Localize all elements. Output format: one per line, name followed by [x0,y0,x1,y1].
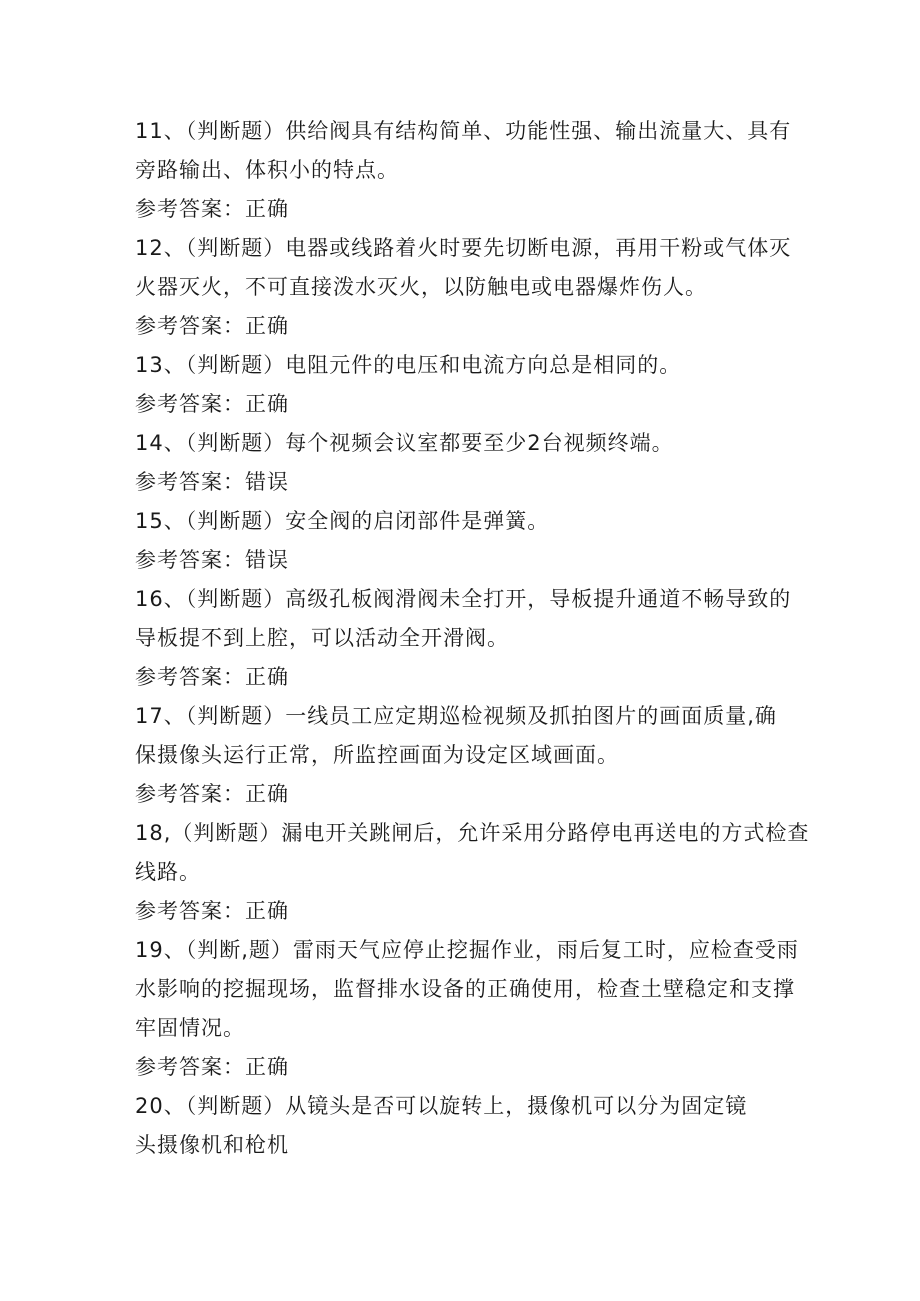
answer-line: 参考答案：正确 [135,899,289,923]
answer-line: 参考答案：错误 [135,470,289,494]
answer-line: 参考答案：正确 [135,314,289,338]
answer-line: 参考答案：正确 [135,1055,289,1079]
question-text-line: 线路。 [135,860,201,884]
question-text-line: 16、（判断题）高级孔板阀滑阀未全打开，导板提升通道不畅导致的 [135,587,792,611]
question-text-line: 15、（判断题）安全阀的启闭部件是弹簧。 [135,509,550,533]
question-text-line: 17、（判断题）一线员工应定期巡检视频及抓拍图片的画面质量,确 [135,704,777,728]
question-text-line: 导板提不到上腔，可以活动全开滑阀。 [135,626,509,650]
answer-line: 参考答案：错误 [135,548,289,572]
question-text-line: 水影响的挖掘现场，监督排水设备的正确使用，检查土壁稳定和支撑 [135,977,795,1001]
question-text-line: 12、（判断题）电器或线路着火时要先切断电源，再用干粉或气体灭 [135,236,792,260]
question-text-line: 头摄像机和枪机 [135,1133,289,1157]
question-text-line: 20、（判断题）从镜头是否可以旋转上，摄像机可以分为固定镜 [135,1094,748,1118]
question-text-line: 保摄像头运行正常，所监控画面为设定区域画面。 [135,743,619,767]
question-text-line: 14、（判断题）每个视频会议室都要至少2台视频终端。 [135,431,674,455]
question-text-line: 旁路输出、体积小的特点。 [135,158,399,182]
answer-line: 参考答案：正确 [135,392,289,416]
question-text-line: 火器灭火，不可直接泼水灭火，以防触电或电器爆炸伤人。 [135,275,707,299]
question-text-line: 13、（判断题）电阻元件的电压和电流方向总是相同的。 [135,353,682,377]
answer-line: 参考答案：正确 [135,665,289,689]
answer-line: 参考答案：正确 [135,782,289,806]
question-text-line: 19、（判断,题）雷雨天气应停止挖掘作业，雨后复工时，应检查受雨 [135,938,799,962]
question-text-line: 11、（判断题）供给阀具有结构简单、功能性强、输出流量大、具有 [135,119,792,143]
question-text-line: 18,（判断题）漏电开关跳闸后，允许采用分路停电再送电的方式检查 [135,821,810,845]
answer-line: 参考答案：正确 [135,197,289,221]
question-text-line: 牢固情况。 [135,1016,245,1040]
